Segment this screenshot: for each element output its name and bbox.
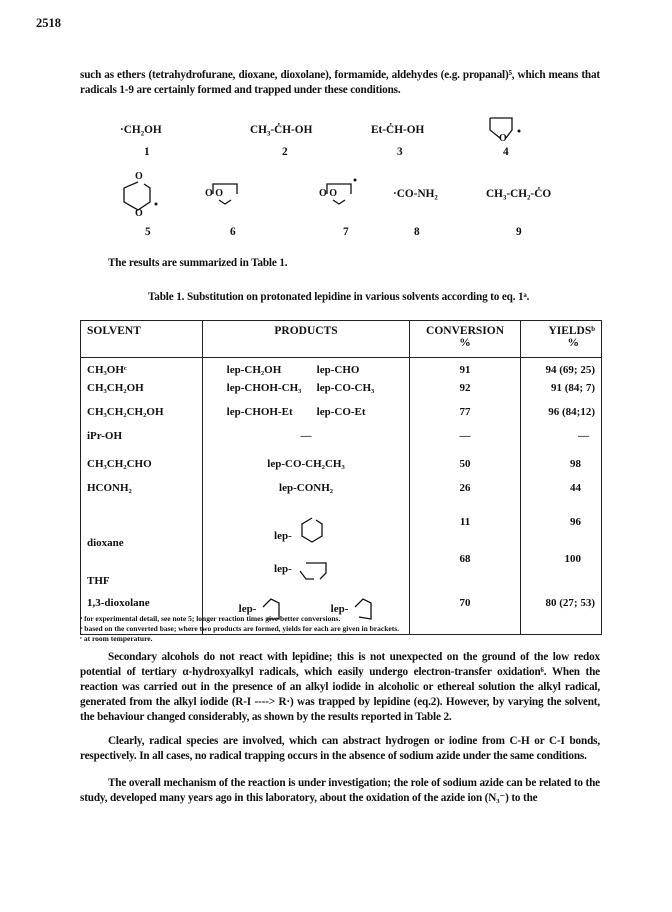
radical-4-number: 4 xyxy=(503,146,509,158)
cell-products xyxy=(202,358,410,382)
cell-conversion: 91 xyxy=(410,358,520,382)
paragraph-radical-species: Clearly, radical species are involved, which can abstract hydrogen or iodine from C-H or C-I bonds, respectively. In all cases, no radical trapping occurs in the absence of sodium azide under the same conditions. xyxy=(80,735,600,762)
table-caption-label: Table 1. xyxy=(148,291,185,303)
radical-5-number: 5 xyxy=(145,226,151,238)
radical-2-formula: CH₃-ĊH-OH xyxy=(250,124,313,136)
radical-3-formula: Et-ĊH-OH xyxy=(371,124,425,136)
dioxane-ring-icon xyxy=(296,510,336,550)
dioxanyl-substituent xyxy=(266,506,346,550)
radical-7-number: 7 xyxy=(343,226,349,238)
table-row xyxy=(81,553,602,591)
cell-solvent: CH₃CH₂OH xyxy=(81,382,203,406)
table-row xyxy=(81,406,602,430)
table-caption xyxy=(148,290,529,305)
cell-solvent: iPr-OH xyxy=(81,430,203,458)
radical-6-number: 6 xyxy=(230,226,236,238)
paragraph-mechanism: The overall mechanism of the reaction is under investigation; the role of sodium azide can be related to the study, developed many years ago in this laboratory, about the oxidation of the azide ion (N₃⁻) to the xyxy=(80,777,600,804)
header-products: PRODUCTS xyxy=(202,321,410,358)
cell-products xyxy=(202,553,410,591)
cell-solvent: CH₃CH₂CH₂OH xyxy=(81,406,203,430)
radical-6-oxygens: O O xyxy=(205,188,224,199)
cell-yields: 98 xyxy=(520,458,601,482)
radical-7-oxygens: O O xyxy=(319,188,338,199)
header-conversion xyxy=(410,321,520,358)
radical-9-number: 9 xyxy=(516,226,522,238)
thf-substituent xyxy=(266,553,346,587)
cell-products: — xyxy=(202,430,410,458)
table-row xyxy=(81,506,602,553)
table-row xyxy=(81,458,602,482)
radical-5-oxygen-top: O xyxy=(135,171,143,182)
cell-solvent: THF xyxy=(81,553,203,591)
paragraph-secondary-alcohols: Secondary alcohols do not react with lepidine; this is not unexpected on the ground of the low redox potential of tertiary α-hydroxyalkyl radicals, which easily undergo electron-transfer oxidation⁶. When the reaction was carried out in the presence of an alkyl iodide in alcoholic or ethereal solution the alkyl radical, generated from the alkyl iodide (R-I ----> R·) was trapped by lepidine (eq.2). However, by varying the solvent, the behaviour changed considerably, as shown by the results reported in Table 2. xyxy=(80,651,600,723)
cell-solvent: CH₃CH₂CHO xyxy=(81,458,203,482)
radical-3-number: 3 xyxy=(397,146,403,158)
table-row xyxy=(81,382,602,406)
cell-solvent: HCONH₂ xyxy=(81,482,203,506)
radical-4-oxygen: O xyxy=(499,133,507,144)
thf-ring-icon xyxy=(296,557,336,587)
product-2: lep-CO-CH₃ xyxy=(316,381,375,394)
product-1: lep-CHOH-CH₃ xyxy=(226,381,302,394)
header-yields-label: YIELDSᵇ xyxy=(548,325,595,337)
cell-solvent: CH₃OHᶜ xyxy=(81,358,203,382)
cell-yields: 100 xyxy=(520,553,601,591)
lep-prefix-2: lep- xyxy=(330,602,349,615)
results-table xyxy=(80,320,602,635)
cell-yields: 80 (27; 53) xyxy=(520,591,601,635)
thf-radical-structure xyxy=(484,110,534,146)
radical-5-oxygen-bottom: O xyxy=(135,208,143,219)
cell-yields: 44 xyxy=(520,482,601,506)
product-1: lep-CH₂OH xyxy=(226,364,282,376)
cell-yields: 96 xyxy=(520,506,601,553)
radical-2-number: 2 xyxy=(282,146,288,158)
lep-prefix: lep- xyxy=(274,562,292,575)
intro-paragraph: such as ethers (tetrahydrofurane, dioxane, dioxolane), formamide, aldehydes (e.g. propanal)⁵, which means that radicals 1-9 are certainly formed and trapped under these conditions. xyxy=(80,69,600,96)
lep-prefix: lep- xyxy=(274,529,292,542)
page-number: 2518 xyxy=(36,16,61,30)
radical-8-number: 8 xyxy=(414,226,420,238)
product-2: lep-CO-Et xyxy=(316,405,366,418)
cell-conversion: 92 xyxy=(410,382,520,406)
cell-conversion: 68 xyxy=(410,553,520,591)
cell-yields: — xyxy=(520,430,601,458)
table-row xyxy=(81,482,602,506)
cell-conversion: 70 xyxy=(410,591,520,635)
header-conversion-label: CONVERSION xyxy=(426,325,505,337)
cell-conversion: 77 xyxy=(410,406,520,430)
cell-conversion: 50 xyxy=(410,458,520,482)
cell-conversion: 26 xyxy=(410,482,520,506)
table-row xyxy=(81,430,602,458)
radical-8-formula: ·CO-NH₂ xyxy=(393,188,438,200)
product-2: lep-CHO xyxy=(316,364,360,376)
cell-conversion: 11 xyxy=(410,506,520,553)
cell-products xyxy=(202,506,410,553)
radical-9-formula: CH₃-CH₂-ĊO xyxy=(486,188,552,200)
cell-solvent: 1,3-dioxolane xyxy=(81,591,203,635)
cell-products xyxy=(202,382,410,406)
cell-products: lep-CONH₂ xyxy=(202,482,410,506)
header-solvent: SOLVENT xyxy=(81,321,203,358)
table-row xyxy=(81,358,602,382)
product-1: lep-CHOH-Et xyxy=(226,405,293,418)
cell-yields: 91 (84; 7) xyxy=(520,382,601,406)
summary-sentence: The results are summarized in Table 1. xyxy=(108,257,288,269)
footnote-b: ᵇ based on the converted base; where two products are formed, yields for each are given in brackets. xyxy=(80,624,399,633)
radical-1-formula: ·CH₂OH xyxy=(120,124,162,136)
header-conversion-unit: % xyxy=(459,337,471,349)
table-caption-text: Substitution on protonated lepidine in various solvents according to eq. 1ᵃ. xyxy=(186,291,530,303)
cell-yields: 94 (69; 25) xyxy=(520,358,601,382)
header-yields xyxy=(520,321,601,358)
cell-products xyxy=(202,406,410,430)
cell-products: lep-CO-CH₂CH₃ xyxy=(202,458,410,482)
footnote-c: ᶜ at room temperature. xyxy=(80,634,153,643)
radical-1-number: 1 xyxy=(144,146,150,158)
cell-yields: 96 (84;12) xyxy=(520,406,601,430)
cell-conversion: — xyxy=(410,430,520,458)
header-yields-unit: % xyxy=(567,337,579,349)
footnote-a: ᵃ for experimental detail, see note 5; longer reaction times give better conversions. xyxy=(80,614,341,623)
lep-prefix-1: lep- xyxy=(238,602,257,615)
cell-solvent: dioxane xyxy=(81,506,203,553)
